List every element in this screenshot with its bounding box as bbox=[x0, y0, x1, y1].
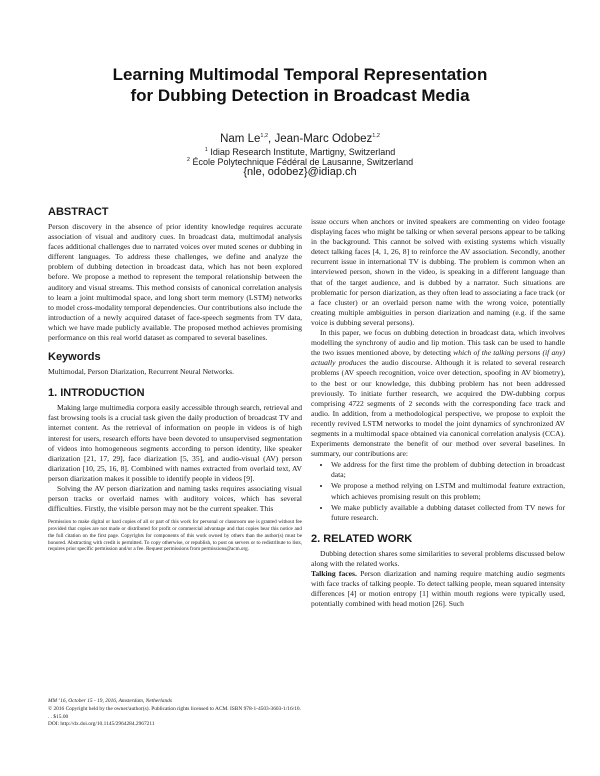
contributions-list bbox=[311, 460, 565, 523]
left-column bbox=[48, 205, 302, 553]
abstract-heading: ABSTRACT bbox=[48, 206, 109, 218]
affiliation-text: Idiap Research Institute, Martigny, Switzerland bbox=[210, 147, 396, 157]
list-item: • We make publicly available a dubbing dataset collected from TV news for future research. bbox=[331, 503, 565, 523]
related-paragraph-2 bbox=[311, 569, 565, 609]
author-affil-mark: 1,2 bbox=[260, 133, 269, 140]
affiliation-text: École Polytechnique Fédéral de Lausanne, Switzerland bbox=[192, 157, 414, 167]
right-column bbox=[311, 217, 565, 609]
related-paragraph-1: Dubbing detection shares some similarities to several problems discussed below along with the related works. bbox=[311, 548, 565, 568]
intro-paragraph-2: Solving the AV person diarization and naming tasks requires associating visual person tracks or overlaid names with auditory voices, which has several difficulties. Firstly, the visible person may not be the current speaker. This bbox=[48, 483, 302, 514]
paragraph-text: Person diarization and naming require matching audio segments with face tracks of talking people. To detect talking people, mean squared intensity differences [4] or motion entropy [1] within mouth regions were typically used, potentially combined with head motion [26]. Such bbox=[311, 569, 565, 609]
list-item: • We address for the first time the problem of dubbing detection in broadcast data; bbox=[331, 460, 565, 480]
author-name: Jean-Marc Odobez bbox=[274, 133, 373, 145]
copyright-line: © 2016 Copyright held by the owner/author(s). Publication rights licensed to ACM. ISBN 978-1-4503-3603-1/16/10. . . $15.00 bbox=[48, 705, 301, 720]
talking-faces-runin: Talking faces. bbox=[311, 569, 357, 578]
intro-heading: 1. INTRODUCTION bbox=[48, 387, 145, 400]
paragraph-text: the audio discourse. Although it is related to several research problems (AV speech recognition, voice over detection, spoofing in AV biometry), to the best or our knowledge, this dubbing problem has not been addressed previously. To initiate further research, we acquired the DW-dubbing corpus comprising 4722 segments of 2 seconds with the corresponding face track and audio. In addition, from a methodological perspective, we propose to exploit the recently revived LSTM networks to model the joint dynamics of synchronized AV segments in a multimodal space obtained via canonical correlation analysis (CCA). Experiments demonstrate the benefit of our method over several baselines. In summary, our contributions are: bbox=[311, 358, 565, 459]
author-email: {nle, odobez}@idiap.ch bbox=[243, 166, 357, 178]
list-item: • We propose a method relying on LSTM and multimodal feature extraction, which achieves promising result on this problem; bbox=[331, 481, 565, 501]
paragraph-text: In this paper, we focus on dubbing detection in broadcast data, which involves modelling the synchrony of audio and lip motion. This task can be used to handle the two issues mentioned above, by detecting bbox=[311, 328, 565, 358]
paper-title bbox=[40, 64, 560, 106]
intro-paragraph-4 bbox=[311, 328, 565, 459]
affil-mark: 2 bbox=[186, 157, 190, 163]
permission-notice: Permission to make digital or hard copies of all or part of this work for personal or classroom use is granted without fee provided that copies are not made or distributed for profit or commercial advantage and that copies bear this notice and the full citation on the first page. Copyrights for components of this work owned by others than the author(s) must be honored. Abstracting with credit is permitted. To copy otherwise, or republish, to post on servers or to redistribute to lists, requires prior specific permission and/or a fee. Request permissions from permissions@acm.org. bbox=[48, 519, 302, 553]
keywords-heading: Keywords bbox=[48, 351, 101, 364]
doi-link[interactable]: DOI: http://dx.doi.org/10.1145/2964284.2967211 bbox=[48, 721, 155, 728]
conference-info: MM ’16, October 15 - 19, 2016, Amsterdam, Netherlands bbox=[48, 698, 172, 704]
keywords-text: Multimodal, Person Diarization, Recurrent Neural Networks. bbox=[48, 367, 234, 377]
title-line-1: Learning Multimodal Temporal Representation bbox=[112, 65, 488, 84]
intro-paragraph-3: issue occurs when anchors or invited speakers are commenting on video footage displaying faces who might be talking or when several persons appear to be talking in the background. This cannot be solved with existing systems which visually detect talking faces [4, 1, 26, 8] to reinforce the AV association. Secondly, another recurrent issue in international TV is dubbing. The problem is common when an interviewed person, shown in the video, is speaking in a different language than that of the target audience, and is dubbed by a narrator. Such situations are problematic for person diarization, as they often lead to associating a face track (or a face cluster) or an overlaid person name with the wrong voice, potentially creating multiple ambiguities in person diarization and naming (e.g. if the same voice is dubbing several persons). bbox=[311, 217, 565, 327]
author-list bbox=[40, 132, 560, 146]
author-separator: , bbox=[268, 133, 275, 145]
affil-mark: 1 bbox=[204, 147, 208, 153]
abstract-text: Person discovery in the absence of prior identity knowledge requires accurate association of visual and auditory cues. In broadcast data, multimodal analysis faces additional challenges due to narrated voices over muted scenes or dubbing in different languages. To address these challenges, we define and analyze the problem of dubbing detection in broadcast data, which has not been explored before. We propose a method to represent the temporal relationship between the auditory and visual streams. This method consists of canonical correlation analysis to learn a joint multimodal space, and long short term memory (LSTM) networks to model cross-modality temporal dependencies. Our contributions also include the introduction of a newly acquired dataset of face-speech segments from TV data, which we have made publicly available. The proposed method achieves promising performance on this real world dataset as compared to several baselines. bbox=[48, 222, 302, 343]
emphasis-text: which of the talking persons (if any) actually produces bbox=[311, 348, 566, 368]
copyright-block bbox=[48, 698, 302, 729]
title-line-2: for Dubbing Detection in Broadcast Media bbox=[130, 86, 470, 105]
intro-paragraph-1: Making large multimedia corpora easily accessible through search, retrieval and fast browsing tools is a crucial task given the daily production of broadcast TV and internet content. As the retrieval of information on people in videos is of high interest for users, research efforts have been devoted to unsupervised segmentation of videos into homogeneous segments according to person identity, like speaker diarization [21, 17, 29], face diarization [5, 35], and audio-visual (AV) person diarization [10, 25, 16, 8]. Combined with names extracted from overlaid text, AV person diarization makes it possible to identify people in videos [9]. bbox=[48, 403, 302, 483]
author-affil-mark: 1,2 bbox=[372, 133, 380, 140]
author-name: Nam Le bbox=[220, 133, 261, 145]
related-work-heading: 2. RELATED WORK bbox=[311, 532, 413, 545]
